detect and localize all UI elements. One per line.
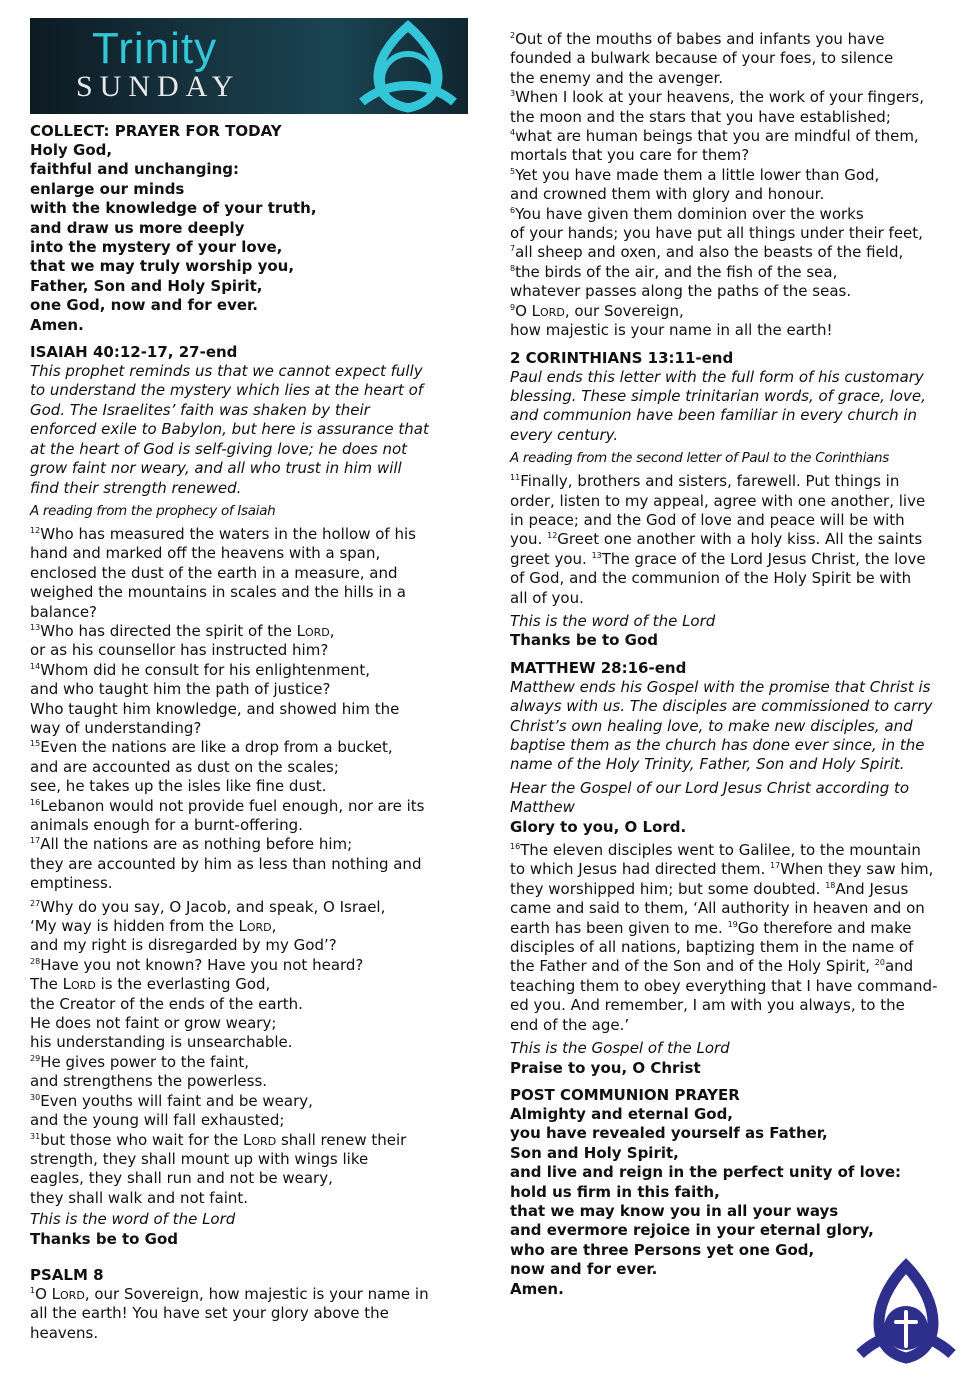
psalm-verses-part2 [510, 30, 965, 341]
verse-line: $^{28}$Have you not known? Have you not heard? [30, 955, 364, 974]
verse-number: 4 [510, 128, 516, 138]
verse-number: 2 [510, 31, 516, 40]
verse [510, 127, 965, 166]
text-line: enlarge our minds [30, 179, 185, 198]
verse-line: or as his counsellor has instructed him? [30, 641, 329, 660]
text-line: blessing. These simple trinitarian words, of grace, love, [510, 386, 926, 405]
verse-line: heavens. [30, 1323, 99, 1342]
text-line: $^{11}$Finally, brothers and sisters, farewell. Put things in [510, 472, 900, 491]
isaiah-intro [30, 362, 470, 498]
verse-number: 27 [30, 898, 41, 908]
verse-number: 18 [825, 880, 836, 890]
verse [510, 263, 965, 302]
matthew-closing: This is the Gospel of the Lord [510, 1039, 730, 1058]
text-line: God. The Israelites’ faith was shaken by their [30, 400, 370, 419]
verse-number: 30 [30, 1092, 41, 1102]
text-line: order, listen to my appeal, agree with one another, live [510, 491, 926, 510]
text-line: that we may know you in all your ways [510, 1201, 839, 1220]
verse-line: $^3$When I look at your heavens, the work of your fingers, [510, 88, 924, 107]
verse [30, 525, 470, 622]
verse-line: $^7$all sheep and oxen, and also the beasts of the field, [510, 243, 904, 262]
text-line: now and for ever. [510, 1260, 658, 1279]
psalm-section [30, 1266, 470, 1343]
verse-number: 13 [591, 550, 602, 560]
verse-line: $^{13}$Who has directed the spirit of the Lord, [30, 621, 335, 640]
verse-number: 28 [30, 956, 41, 966]
text-line: Amen. [510, 1279, 564, 1298]
matthew-response: Praise to you, O Christ [510, 1058, 701, 1077]
text-line: Paul ends this letter with the full form of his customary [510, 367, 924, 386]
verse-line: $^{29}$He gives power to the faint, [30, 1052, 249, 1071]
text-line: Matthew [510, 798, 575, 817]
text-line: and live and reign in the perfect unity of love: [510, 1163, 902, 1182]
verse-line: strength, they shall mount up with wings like [30, 1149, 369, 1168]
verse-line: they shall walk and not faint. [30, 1188, 249, 1207]
verse-line: of your hands; you have put all things under their feet, [510, 224, 923, 243]
verse-line: $^6$You have given them dominion over the works [510, 204, 864, 223]
text-line: find their strength renewed. [30, 478, 242, 497]
banner-title: Trinity [92, 24, 218, 73]
text-line: to understand the mystery which lies at the heart of [30, 381, 424, 400]
corinthians-body [510, 472, 965, 608]
verse-number: 9 [510, 302, 516, 312]
text-line: Father, Son and Holy Spirit, [30, 276, 263, 295]
text-line: hold us firm in this faith, [510, 1182, 720, 1201]
text-line: end of the age.’ [510, 1015, 630, 1034]
matthew-intro [510, 678, 965, 775]
verse-number: 16 [30, 797, 41, 807]
verse [510, 205, 965, 244]
text-line: name of the Holy Trinity, Father, Son and Holy Spirit. [510, 755, 905, 774]
verse-line: how majestic is your name in all the earth! [510, 321, 833, 340]
psalm-heading: PSALM 8 [30, 1265, 104, 1284]
verse-line: $^5$Yet you have made them a little lower than God, [510, 165, 880, 184]
text-line: always with us. The disciples are commissioned to carry [510, 697, 933, 716]
text-line: ed you. And remember, I am with you always, to the [510, 996, 905, 1015]
text-line: greet you. $^{13}$The grace of the Lord Jesus Christ, the love [510, 549, 926, 568]
verse-line: $^9$O Lord, our Sovereign, [510, 301, 684, 320]
verse-line: Who taught him knowledge, and showed him the [30, 699, 400, 718]
verse-line: weighed the mountains in scales and the hills in a [30, 583, 407, 602]
text-line: came and said to them, ‘All authority in heaven and on [510, 899, 925, 918]
text-line: in peace; and the God of love and peace will be with [510, 510, 905, 529]
verse-line: see, he takes up the isles like fine dust. [30, 777, 327, 796]
isaiah-section [30, 343, 470, 1249]
text-line: earth has been given to me. $^{19}$Go therefore and make [510, 918, 912, 937]
matthew-body [510, 841, 965, 1035]
verse-line: founded a bulwark because of your foes, to silence [510, 49, 894, 68]
text-line: Christ’s own healing love, to make new disciples, and [510, 716, 913, 735]
verse-number: 19 [727, 919, 738, 929]
verse-line: and are accounted as dust on the scales; [30, 757, 339, 776]
text-line: all of you. [510, 588, 584, 607]
banner-subtitle: SUNDAY [76, 70, 241, 103]
verse-line: $^{17}$All the nations are as nothing before him; [30, 835, 353, 854]
verse-line: and strengthens the powerless. [30, 1072, 268, 1091]
text-line: $^{16}$The eleven disciples went to Galilee, to the mountain [510, 841, 921, 860]
verse-line: $^{16}$Lebanon would not provide fuel enough, nor are its [30, 796, 425, 815]
text-line: grow faint nor weary, and all who trust in him will [30, 459, 402, 478]
corinthians-section [510, 349, 965, 651]
text-line: Matthew ends his Gospel with the promise that Christ is [510, 677, 931, 696]
verse-line: $^{27}$Why do you say, O Jacob, and speak, O Israel, [30, 897, 386, 916]
collect-prayer [30, 141, 470, 335]
verse-number: 12 [30, 525, 41, 535]
collect-heading: COLLECT: PRAYER FOR TODAY [30, 122, 282, 140]
text-line: Almighty and eternal God, [510, 1104, 734, 1123]
text-line: This prophet reminds us that we cannot expect fully [30, 362, 423, 381]
verse-number: 15 [30, 739, 41, 749]
verse-line: eagles, they shall run and not be weary, [30, 1169, 333, 1188]
verse [510, 166, 965, 205]
text-line: enforced exile to Babylon, but here is assurance that [30, 420, 429, 439]
corinthians-heading: 2 CORINTHIANS 13:11-end [510, 348, 734, 367]
verse-line: hand and marked off the heavens with a span, [30, 544, 381, 563]
text-line: of God, and the communion of the Holy Spirit be with [510, 569, 912, 588]
verse-line: $^8$the birds of the air, and the fish of the sea, [510, 262, 838, 281]
corinthians-closing: This is the word of the Lord [510, 611, 716, 630]
verse-number: 11 [510, 473, 521, 483]
post-communion-heading: POST COMMUNION PRAYER [510, 1085, 740, 1104]
isaiah-response: Thanks be to God [30, 1229, 179, 1248]
verse [30, 622, 470, 661]
triquetra-icon [348, 20, 468, 114]
verse [30, 898, 470, 956]
text-line: Holy God, [30, 141, 113, 159]
matthew-section [510, 659, 965, 1078]
verse-line: the moon and the stars that you have established; [510, 107, 891, 126]
verse-number: 31 [30, 1131, 41, 1141]
psalm-verses-part1 [30, 1285, 470, 1343]
verse [30, 1285, 470, 1343]
verse-line: The Lord is the everlasting God, [30, 975, 271, 994]
verse [30, 661, 470, 739]
collect-section [30, 122, 470, 335]
verse-line: and who taught him the path of justice? [30, 680, 331, 699]
text-line: they worshipped him; but some doubted. $^{18}$And Jesus [510, 879, 909, 898]
isaiah-heading: ISAIAH 40:12-17, 27-end [30, 343, 238, 362]
matthew-acclaim: Glory to you, O Lord. [510, 817, 687, 836]
verse [30, 1092, 470, 1131]
text-line: with the knowledge of your truth, [30, 199, 317, 218]
verse-line: his understanding is unsearchable. [30, 1033, 293, 1052]
verse-line: way of understanding? [30, 718, 202, 737]
text-line: to which Jesus had directed them. $^{17}$When they saw him, [510, 860, 934, 879]
corinthians-reading-announce: A reading from the second letter of Paul to the Corinthians [510, 450, 889, 467]
verse-number: 20 [874, 958, 885, 968]
text-line: into the mystery of your love, [30, 238, 283, 257]
verse-number: 13 [30, 622, 41, 632]
text-line: you have revealed yourself as Father, [510, 1124, 828, 1143]
verse [510, 302, 965, 341]
verse-number: 3 [510, 89, 516, 99]
corinthians-intro [510, 368, 965, 446]
text-line: who are three Persons yet one God, [510, 1240, 815, 1259]
verse-line: mortals that you care for them? [510, 146, 750, 165]
verse-line: ‘My way is hidden from the Lord, [30, 917, 277, 936]
verse-number: 5 [510, 166, 516, 176]
text-line: teaching them to obey everything that I have command- [510, 976, 938, 995]
verse-line: $^{31}$but those who wait for the Lord shall renew their [30, 1130, 407, 1149]
verse-line: $^{30}$Even youths will faint and be weary, [30, 1091, 313, 1110]
verse [510, 88, 965, 127]
verse-line: $^{15}$Even the nations are like a drop from a bucket, [30, 738, 393, 757]
right-column [510, 30, 965, 1299]
verse-line: enclosed the dust of the earth in a measure, and [30, 563, 398, 582]
verse-line: animals enough for a burnt-offering. [30, 816, 303, 834]
text-line: and communion have been familiar in every church in [510, 406, 918, 425]
verse-line: and crowned them with glory and honour. [510, 185, 825, 204]
verse-line: whatever passes along the paths of the seas. [510, 282, 852, 301]
verse-number: 1 [30, 1285, 36, 1295]
verse-number: 7 [510, 244, 516, 254]
verse-line: they are accounted by him as less than nothing and [30, 854, 422, 873]
verse-line: $^{14}$Whom did he consult for his enlightenment, [30, 660, 370, 679]
verse [510, 30, 965, 88]
verse-number: 17 [30, 836, 41, 846]
text-line: Amen. [30, 315, 84, 334]
verse [30, 956, 470, 1053]
verse-line: the enemy and the avenger. [510, 68, 724, 87]
corinthians-response: Thanks be to God [510, 631, 659, 650]
trinity-cross-logo-icon [850, 1258, 962, 1370]
trinity-sunday-banner [30, 18, 468, 114]
verse [30, 1131, 470, 1209]
text-line: Son and Holy Spirit, [510, 1143, 679, 1162]
verse [30, 835, 470, 893]
verse-number: 29 [30, 1053, 41, 1063]
verse-line: emptiness. [30, 874, 113, 893]
isaiah-closing: This is the word of the Lord [30, 1210, 236, 1229]
verse-number: 6 [510, 205, 516, 215]
verse-line: $^2$Out of the mouths of babes and infants you have [510, 30, 885, 48]
text-line: baptise them as the church has done ever since, in the [510, 736, 925, 754]
text-line: Hear the Gospel of our Lord Jesus Christ according to [510, 778, 910, 797]
verse-number: 17 [770, 861, 781, 871]
text-line: and draw us more deeply [30, 218, 245, 237]
verse [510, 243, 965, 262]
verse-line: $^4$what are human beings that you are mindful of them, [510, 127, 919, 146]
text-line: faithful and unchanging: [30, 160, 239, 179]
matthew-heading: MATTHEW 28:16-end [510, 658, 687, 677]
verse-number: 12 [547, 531, 558, 541]
verse-line: He does not faint or grow weary; [30, 1014, 277, 1033]
text-line: and evermore rejoice in your eternal glory, [510, 1221, 874, 1240]
text-line: disciples of all nations, baptizing them in the name of [510, 938, 914, 957]
text-line: the Father and of the Son and of the Holy Spirit, $^{20}$and [510, 957, 914, 976]
verse-number: 14 [30, 661, 41, 671]
verse-number: 8 [510, 263, 516, 273]
verse-number: 16 [510, 842, 521, 852]
isaiah-verses [30, 525, 470, 1208]
text-line: every century. [510, 425, 619, 444]
verse [30, 738, 470, 796]
verse-line: $^{12}$Who has measured the waters in the hollow of his [30, 524, 416, 543]
text-line: that we may truly worship you, [30, 257, 295, 276]
text-line: one God, now and for ever. [30, 296, 259, 315]
isaiah-reading-announce: A reading from the prophecy of Isaiah [30, 502, 276, 519]
text-line: you. $^{12}$Greet one another with a holy kiss. All the saints [510, 530, 923, 549]
verse-line: $^1$O Lord, our Sovereign, how majestic is your name in [30, 1284, 429, 1303]
left-column [30, 18, 470, 1343]
verse [30, 797, 470, 836]
verse-line: the Creator of the ends of the earth. [30, 994, 303, 1013]
verse-line: balance? [30, 602, 98, 621]
text-line: at the heart of God is self-giving love; he does not [30, 439, 408, 458]
verse [30, 1053, 470, 1092]
verse-line: and my right is disregarded by my God’? [30, 936, 337, 955]
verse-line: all the earth! You have set your glory above the [30, 1304, 389, 1323]
matthew-announce [510, 779, 965, 818]
verse-line: and the young will fall exhausted; [30, 1111, 285, 1130]
